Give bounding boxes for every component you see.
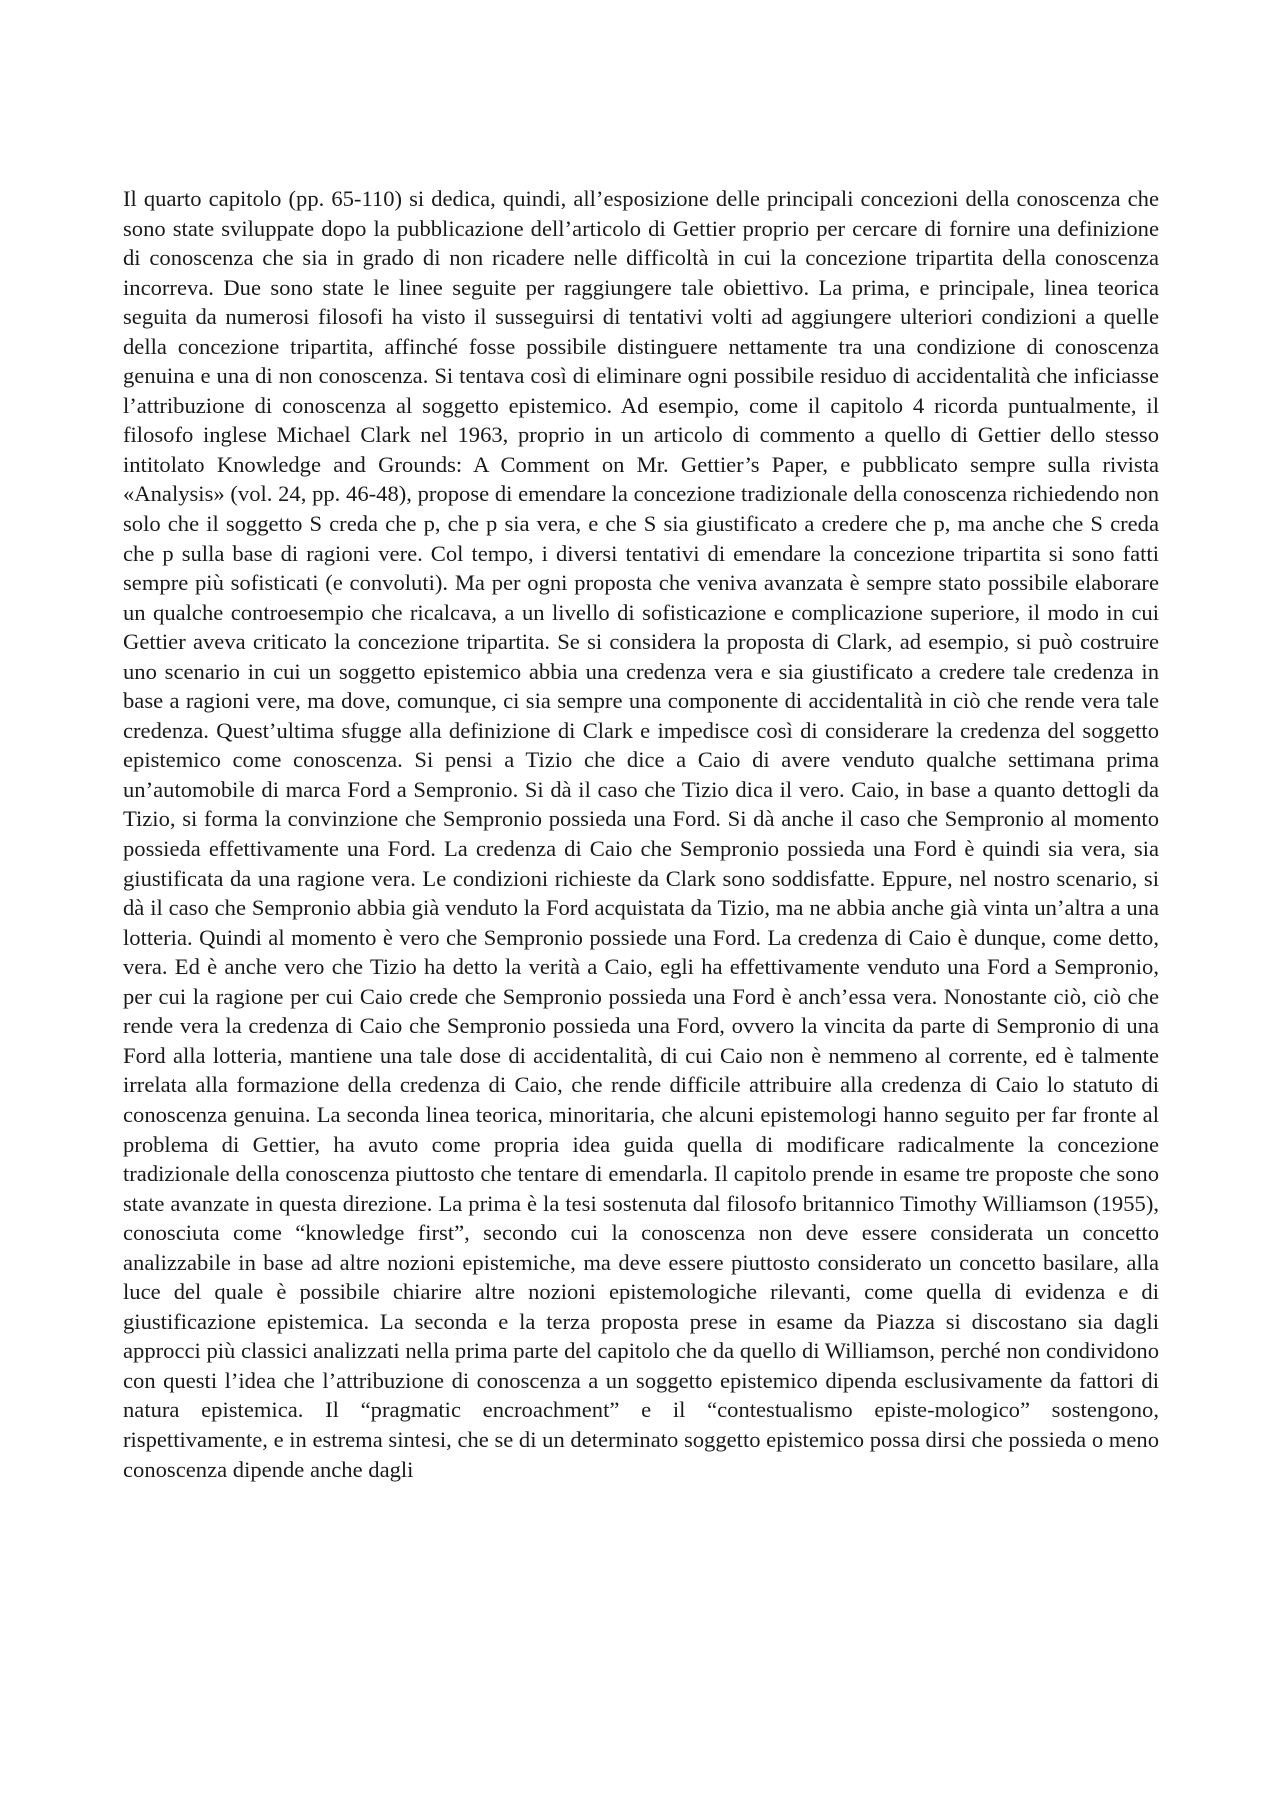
body-paragraph: Il quarto capitolo (pp. 65-110) si dedica, quindi, all’esposizione delle principali concezioni della conoscenza che sono state sviluppate dopo la pubblicazione dell’articolo di Gettier proprio per cercare di fornire una definizione di conoscenza che sia in grado di non ricadere nelle difficoltà in cui la concezione tripartita della conoscenza incorreva. Due sono state le linee seguite per raggiungere tale obiettivo. La prima, e principale, linea teorica seguita da numerosi filosofi ha visto il susseguirsi di tentativi volti ad aggiungere ulteriori condizioni a quelle della concezione tripartita, affinché fosse possibile distinguere nettamente tra una condizione di conoscenza genuina e una di non conoscenza. Si tentava così di eliminare ogni possibile residuo di accidentalità che inficiasse l’attribuzione di conoscenza al soggetto epistemico. Ad esempio, come il capitolo 4 ricorda puntualmente, il filosofo inglese Michael Clark nel 1963, proprio in un articolo di commento a quello di Gettier dello stesso intitolato Knowledge and Grounds: A Comment on Mr. Gettier’s Paper, e pubblicato sempre sulla rivista «Analysis» (vol. 24, pp. 46-48), propose di emendare la concezione tradizionale della conoscenza richiedendo non solo che il soggetto S creda che p, che p sia vera, e che S sia giustificato a credere che p, ma anche che S creda che p sulla base di ragioni vere. Col tempo, i diversi tentativi di emendare la concezione tripartita si sono fatti sempre più sofisticati (e convoluti). Ma per ogni proposta che veniva avanzata è sempre stato possibile elaborare un qualche controesempio che ricalcava, a un livello di sofisticazione e complicazione superiore, il modo in cui Gettier aveva criticato la concezione tripartita. Se si considera la proposta di Clark, ad esempio, si può costruire uno scenario in cui un soggetto epistemico abbia una credenza vera e sia giustificato a credere tale credenza in base a ragioni vere, ma dove, comunque, ci sia sempre una componente di accidentalità in ciò che rende vera tale credenza. Quest’ultima sfugge alla definizione di Clark e impedisce così di considerare la credenza del soggetto epistemico come conoscenza. Si pensi a Tizio che dice a Caio di avere venduto qualche settimana prima un’automobile di marca Ford a Sempronio. Si dà il caso che Tizio dica il vero. Caio, in base a quanto dettogli da Tizio, si forma la convinzione che Sempronio possieda una Ford. Si dà anche il caso che Sempronio al momento possieda effettivamente una Ford. La credenza di Caio che Sempronio possieda una Ford è quindi sia vera, sia giustificata da una ragione vera. Le condizioni richieste da Clark sono soddisfatte. Eppure, nel nostro scenario, si dà il caso che Sempronio abbia già venduto la Ford acquistata da Tizio, ma ne abbia anche già vinta un’altra a una lotteria. Quindi al momento è vero che Sempronio possiede una Ford. La credenza di Caio è dunque, come detto, vera. Ed è anche vero che Tizio ha detto la verità a Caio, egli ha effettivamente venduto una Ford a Sempronio, per cui la ragione per cui Caio crede che Sempronio possieda una Ford è anch’essa vera. Nonostante ciò, ciò che rende vera la credenza di Caio che Sempronio possieda una Ford, ovvero la vincita da parte di Sempronio di una Ford alla lotteria, mantiene una tale dose di accidentalità, di cui Caio non è nemmeno al corrente, ed è talmente irrelata alla formazione della credenza di Caio, che rende difficile attribuire alla credenza di Caio lo statuto di conoscenza genuina. La seconda linea teorica, minoritaria, che alcuni epistemologi hanno seguito per far fronte al problema di Gettier, ha avuto come propria idea guida quella di modificare radicalmente la concezione tradizionale della conoscenza piuttosto che tentare di emendarla. Il capitolo prende in esame tre proposte che sono state avanzate in questa direzione. La prima è la tesi sostenuta dal filosofo britannico Timothy Williamson (1955), conosciuta come “knowledge first”, secondo cui la conoscenza non deve essere considerata un concetto analizzabile in base ad altre nozioni epistemiche, ma deve essere piuttosto considerato un concetto basilare, alla luce del quale è possibile chiarire altre nozioni epistemologiche rilevanti, come quella di evidenza e di giustificazione epistemica. La seconda e la terza proposta prese in esame da Piazza si discostano sia dagli approcci più classici analizzati nella prima parte del capitolo che da quello di Williamson, perché non condividono con questi l’idea che l’attribuzione di conoscenza a un soggetto epistemico dipenda esclusivamente da fattori di natura epistemica. Il “pragmatic encroachment” e il “contestualismo episte-mologico” sostengono, rispettivamente, e in estrema sintesi, che se di un determinato soggetto epistemico possa dirsi che possieda o meno conoscenza dipende anche dagli [123,186,1159,1482]
